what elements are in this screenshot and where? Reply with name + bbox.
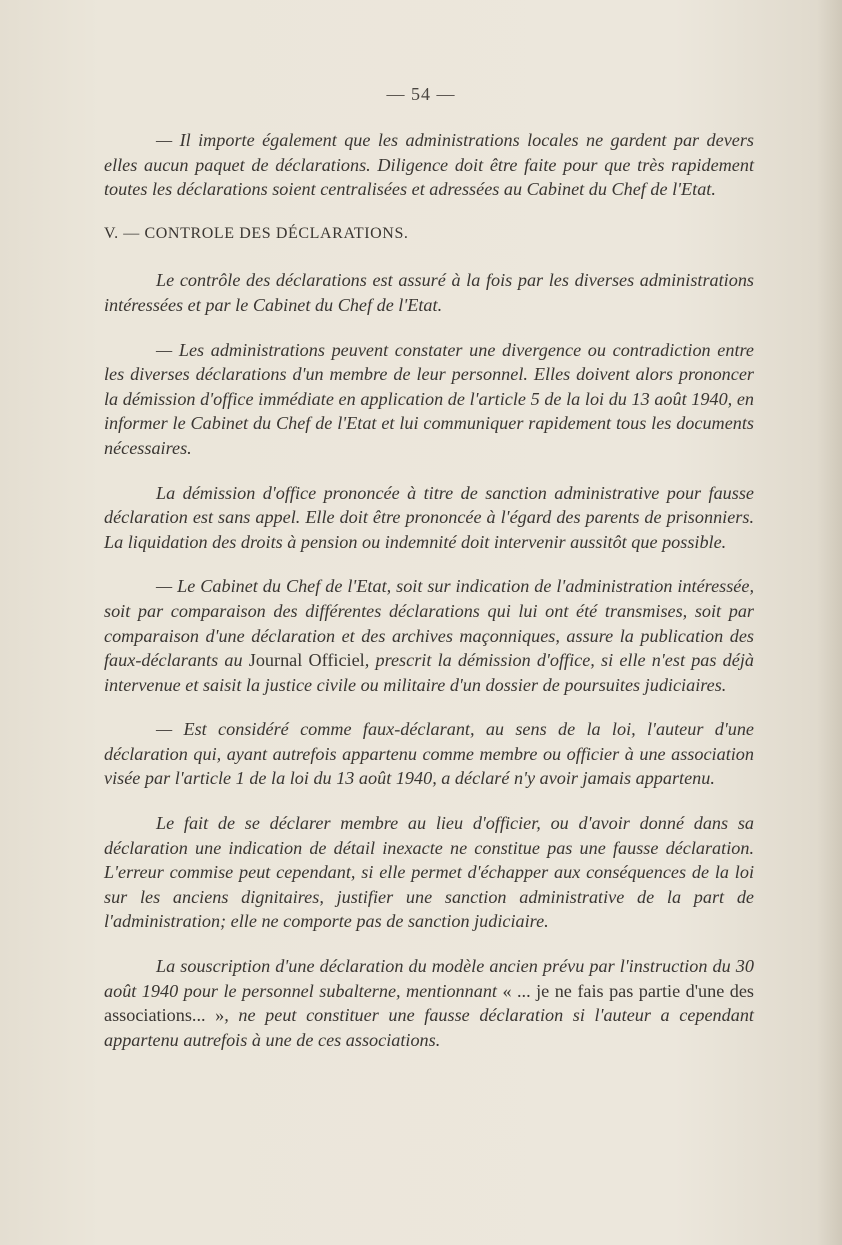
quoted-text: « ... je ne fais pas partie d'une des associations... » (104, 980, 754, 1026)
paragraph-text: , prescrit la démission d'office, si elle n'est pas déjà intervenue et saisit la justice civile ou militaire d'un dossier de poursuites judiciaires. (104, 650, 754, 695)
paragraph-subscription (104, 954, 754, 1052)
paragraph-false-declarant: — Est considéré comme faux-déclarant, au sens de la loi, l'auteur d'une déclaration qui, ayant autrefois appartenu comme membre ou officier à une association visée par l'article 1 de la loi du 13 août 1940, a déclaré n'y avoir jamais appartenu. (104, 719, 754, 789)
paragraph-local-administrations: — Il importe également que les administrations locales ne gardent par devers elles aucun paquet de déclarations. Diligence doit être faite pour que très rapidement toutes les déclarations soient centralisées et adressées au Cabinet du Chef de l'Etat. (104, 130, 754, 200)
page-number: — 54 — (386, 84, 456, 104)
journal-officiel-text: Journal Officiel (248, 650, 365, 671)
section-heading: V. — CONTROLE DES DÉCLARATIONS. (104, 224, 409, 242)
paragraph-cabinet (104, 574, 754, 697)
paragraph-text: — Le Cabinet du Chef de l'Etat, soit sur indication de l'administration intéressée, soit par comparaison des différentes déclarations qui lui ont été transmises, soit par comparaison d'une déclaration et des archives maçonniques, assure la publication des faux-déclarants au (104, 576, 754, 671)
paragraph-administrations-divergence: — Les administrations peuvent constater une divergence ou contradiction entre les diverses déclarations d'un membre de leur personnel. Elles doivent alors prononcer la démission d'office immédiate en application de l'article 5 de la loi du 13 août 1940, en informer le Cabinet du Chef de l'Etat et lui communiquer rapidement tous les documents nécessaires. (104, 339, 754, 458)
paragraph-text: La souscription d'une déclaration du modèle ancien prévu par l'instruction du 30 août 1940 pour le personnel subalterne, mentionnant (104, 956, 754, 1001)
paragraph-dismissal: La démission d'office prononcée à titre de sanction administrative pour fausse déclaration est sans appel. Elle doit être prononcée à l'égard des parents de prisonniers. La liquidation des droits à pension ou indemnité doit intervenir aussitôt que possible. (104, 482, 754, 552)
paragraph-text: , ne peut constituer une fausse déclaration si l'auteur a cependant appartenu autrefois à une de ces associations. (104, 1005, 754, 1050)
document-body (104, 128, 754, 1072)
paragraph-control-intro: Le contrôle des déclarations est assuré à la fois par les diverses administrations intéressées et par le Cabinet du Chef de l'Etat. (104, 270, 754, 315)
paragraph-member-officer: Le fait de se déclarer membre au lieu d'officier, ou d'avoir donné dans sa déclaration une indication de détail inexacte ne constitue pas une fausse déclaration. L'erreur commise peut cependant, si elle permet d'échapper aux conséquences de la loi sur les anciens dignitaires, justifier une sanction administrative de la part de l'administration; elle ne comporte pas de sanction judiciaire. (104, 813, 754, 932)
